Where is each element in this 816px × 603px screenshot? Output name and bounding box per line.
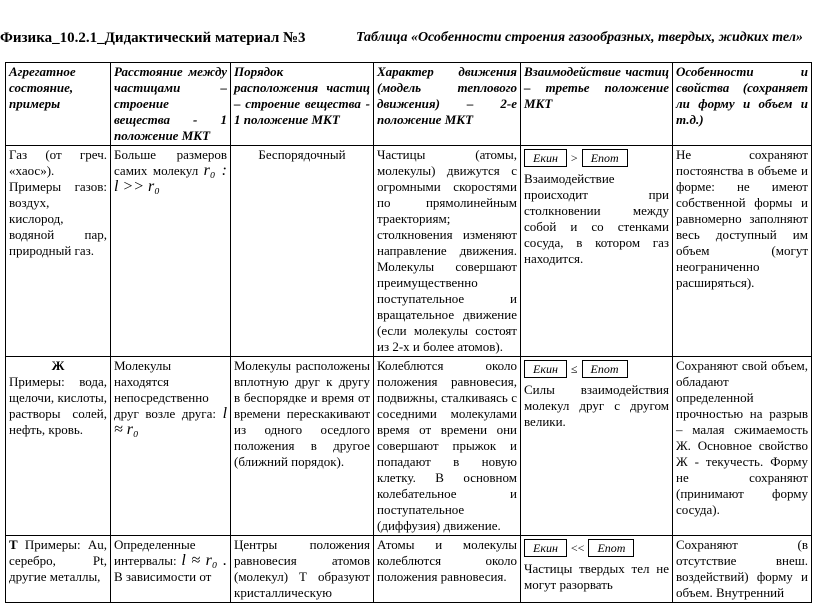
cell-state-liquid xyxy=(6,357,111,536)
state-name: Газ (от греч. «хаос»). xyxy=(9,147,107,178)
col-header-interaction: Взаимодействие частиц – третье положение МКТ xyxy=(521,63,673,146)
potential-energy: Eпот xyxy=(588,539,634,557)
cell-properties-liquid: Сохраняют свой объем, обладают определенной прочностью на разрыв – малая сжимаемость Ж. Основное свойство Ж - текучесть. Форму не сохраняют (принимают форму сосуда). xyxy=(673,357,812,536)
table-row-liquid xyxy=(6,357,812,536)
energy-inequality xyxy=(524,360,669,378)
inequality-sign: ≤ xyxy=(570,362,578,376)
distance-formula: l ≈ r₀ . xyxy=(181,552,228,569)
document-title: Физика_10.2.1_Дидактический материал №3 xyxy=(0,30,306,46)
table-title: Таблица «Особенности строения газообразных, твердых, жидких тел» xyxy=(356,30,803,45)
cell-properties-solid: Сохраняют (в отсутствие внеш. воздействий) форму и объем. Внутренний xyxy=(673,536,812,603)
col-header-state: Агрегатное состояние, примеры xyxy=(6,63,111,146)
state-examples: Примеры газов: воздух, кислород, водяной пар, природный газ. xyxy=(9,179,107,258)
cell-order-gas: Беспорядочный xyxy=(231,146,374,357)
kinetic-energy: Eкин xyxy=(524,360,567,378)
energy-inequality xyxy=(524,149,669,167)
document-header xyxy=(0,30,816,52)
cell-state-gas xyxy=(6,146,111,357)
interaction-text: Частицы твердых тел не могут разорвать xyxy=(524,561,669,592)
cell-motion-liquid: Колеблются около положения равновесия, подвижны, сталкиваясь с соседними молекулами время от времени они совершают прыжок и попадают в новую клетку. В основном колебательное и поступательное (диффузия) движение. xyxy=(374,357,521,536)
energy-inequality xyxy=(524,539,669,557)
cell-properties-gas: Не сохраняют постоянства в объеме и форме: не имеют собственной формы и равномерно заполняют весь доступный им объем (могут неограниченно расширяться). xyxy=(673,146,812,357)
state-name: Ж xyxy=(51,358,65,373)
table-row-gas xyxy=(6,146,812,357)
cell-motion-solid: Атомы и молекулы колеблются около положения равновесия. xyxy=(374,536,521,603)
distance-text: Определенные интервалы: xyxy=(114,537,196,568)
col-header-properties: Особенности и свойства (сохраняет ли форму и объем и т.д.) xyxy=(673,63,812,146)
distance-tail: В зависимости от xyxy=(114,569,212,584)
cell-distance-liquid xyxy=(111,357,231,536)
cell-interaction-gas xyxy=(521,146,673,357)
cell-distance-gas xyxy=(111,146,231,357)
table-header-row xyxy=(6,63,812,146)
col-header-distance: Расстояние между частицами – строение вещества - 1 положение МКТ xyxy=(111,63,231,146)
kinetic-energy: Eкин xyxy=(524,149,567,167)
cell-interaction-liquid xyxy=(521,357,673,536)
distance-text: Больше размеров самих молекул xyxy=(114,147,227,178)
state-examples: Примеры: вода, щелочи, кислоты, растворы солей, нефть, кровь. xyxy=(9,374,107,437)
cell-order-liquid: Молекулы расположены вплотную друг к другу в беспорядке и время от времени перескакивают из одного оседлого положения в другое (ближний порядок). xyxy=(231,357,374,536)
inequality-sign: << xyxy=(570,541,585,555)
inequality-sign: > xyxy=(570,151,578,165)
distance-formula: r₀ : l >> r₀ xyxy=(114,162,227,195)
cell-order-solid: Центры положения равновесия атомов (молекул) Т образуют кристаллическую xyxy=(231,536,374,603)
col-header-order: Порядок расположения частиц – строение вещества - 1 положение МКТ xyxy=(231,63,374,146)
potential-energy: Eпот xyxy=(582,360,628,378)
distance-formula: l ≈ r₀ xyxy=(114,405,228,438)
states-table xyxy=(5,62,812,603)
potential-energy: Eпот xyxy=(582,149,628,167)
interaction-text: Взаимодействие происходит при столкновении между собой и со стенками сосуда, в котором газ находится. xyxy=(524,171,669,266)
state-name: Т xyxy=(9,537,18,552)
kinetic-energy: Eкин xyxy=(524,539,567,557)
col-header-motion: Характер движения (модель теплового движения) – 2-е положение МКТ xyxy=(374,63,521,146)
state-examples: Примеры: Au, серебро, Pt, другие металлы, xyxy=(9,537,107,584)
cell-motion-gas: Частицы (атомы, молекулы) движутся с огромными скоростями по прямолинейным траекториям; столкновения изменяют направление движения. Молекулы совершают преимущественно поступательное и вращательное движение (если молекулы состоят из 2-х и более атомов). xyxy=(374,146,521,357)
interaction-text: Силы взаимодействия молекул друг с другом велики. xyxy=(524,382,669,429)
distance-text: Молекулы находятся непосредственно друг возле друга: xyxy=(114,358,216,421)
